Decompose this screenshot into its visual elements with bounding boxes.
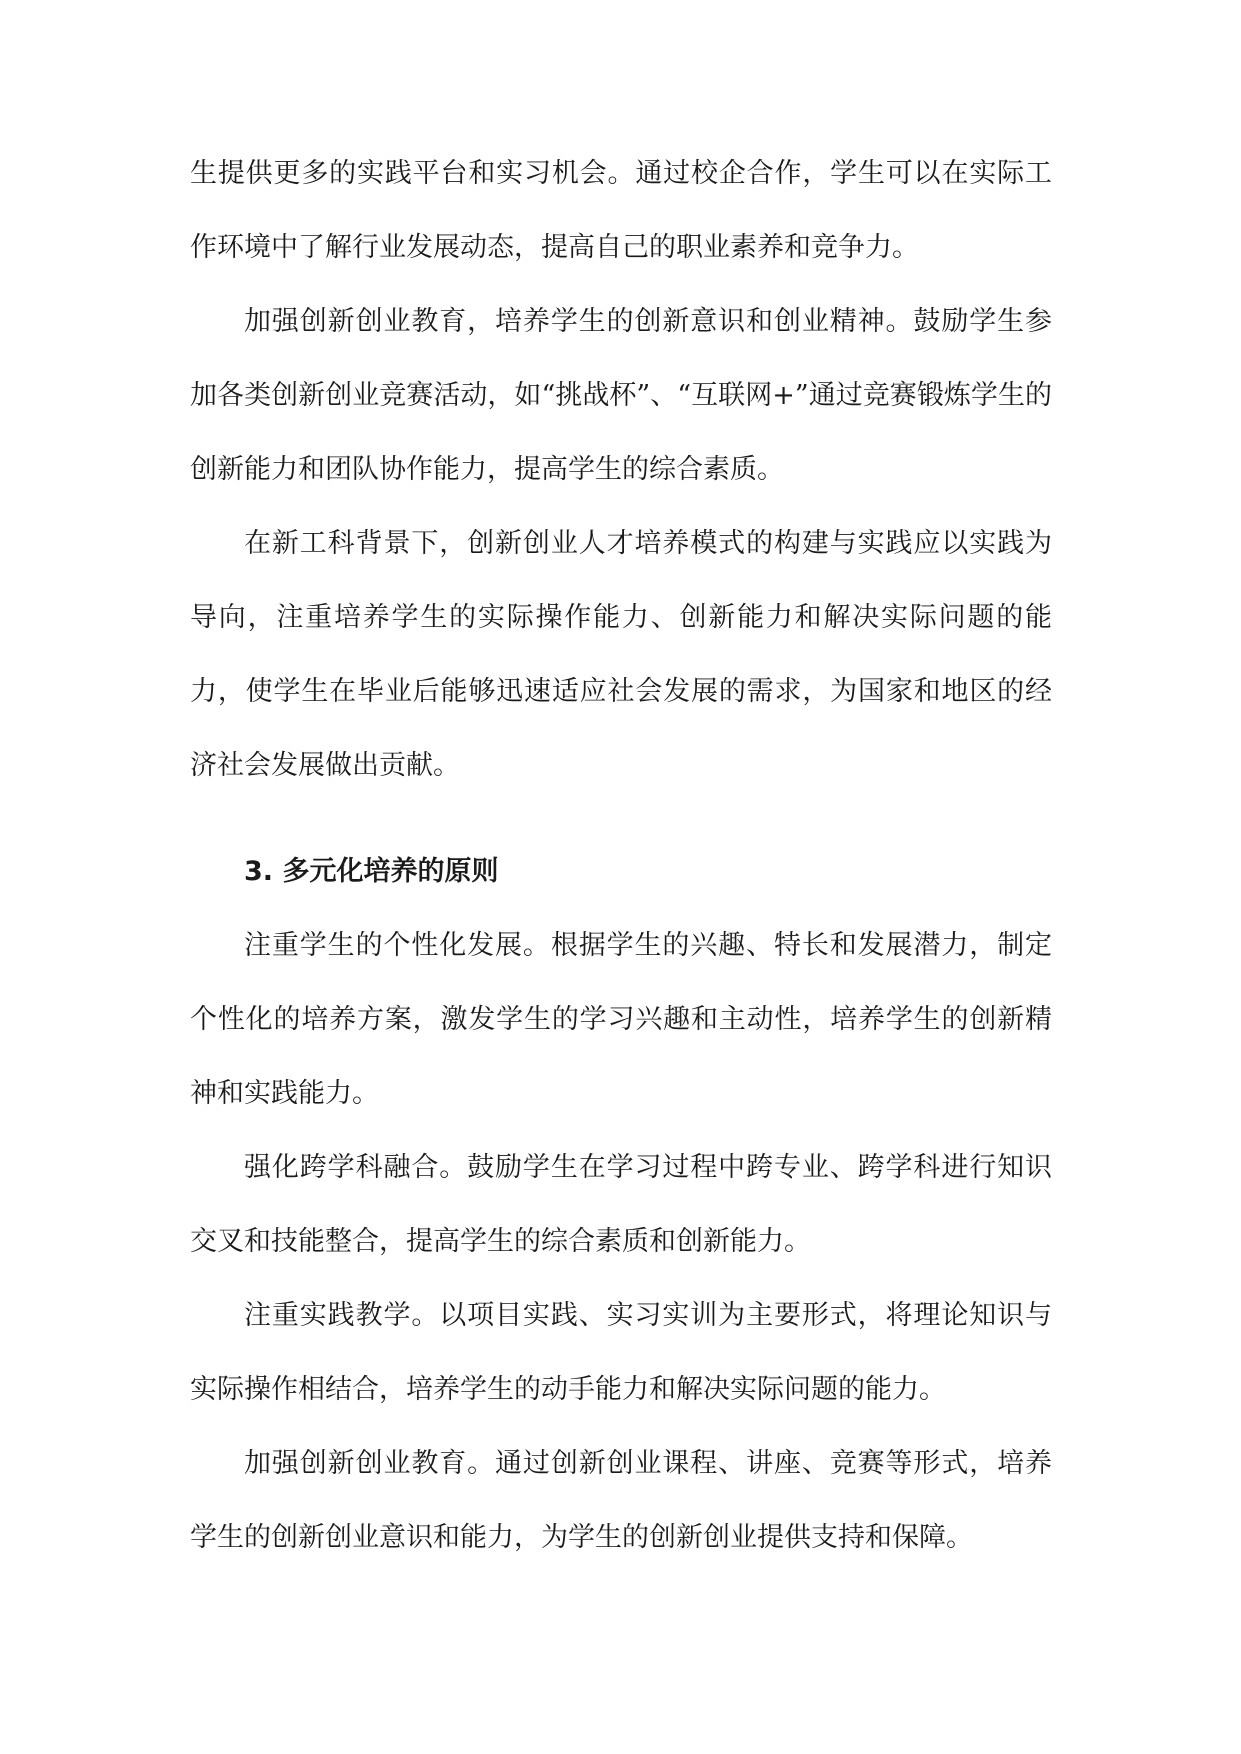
section-heading: 3. 多元化培养的原则 xyxy=(244,856,499,887)
document-body xyxy=(190,137,1052,1575)
section-spacer xyxy=(190,803,1052,817)
paragraph-practice-teaching: 注重实践教学。以项目实践、实习实训为主要形式，将理论知识与实际操作相结合，培养学生的动手能力和解决实际问题的能力。 xyxy=(190,1300,1052,1405)
paragraph-interdisciplinary: 强化跨学科融合。鼓励学生在学习过程中跨专业、跨学科进行知识交叉和技能整合，提高学生的综合素质和创新能力。 xyxy=(190,1152,1052,1257)
paragraph-new-engineering: 在新工科背景下，创新创业人才培养模式的构建与实践应以实践为导向，注重培养学生的实际操作能力、创新能力和解决实际问题的能力，使学生在毕业后能够迅速适应社会发展的需求，为国家和地区的经济社会发展做出贡献。 xyxy=(190,528,1052,781)
paragraph-innovation-education: 加强创新创业教育，培养学生的创新意识和创业精神。鼓励学生参加各类创新创业竞赛活动，如“挑战杯”、“互联网+”通过竞赛锻炼学生的创新能力和团队协作能力，提高学生的综合素质。 xyxy=(190,306,1052,485)
paragraph-entrepreneurship-education: 加强创新创业教育。通过创新创业课程、讲座、竞赛等形式，培养学生的创新创业意识和能力，为学生的创新创业提供支持和保障。 xyxy=(190,1448,1052,1553)
paragraph-individualized-development: 注重学生的个性化发展。根据学生的兴趣、特长和发展潜力，制定个性化的培养方案，激发学生的学习兴趣和主动性，培养学生的创新精神和实践能力。 xyxy=(190,930,1052,1109)
paragraph-continuation: 生提供更多的实践平台和实习机会。通过校企合作，学生可以在实际工作环境中了解行业发展动态，提高自己的职业素养和竞争力。 xyxy=(190,158,1052,263)
